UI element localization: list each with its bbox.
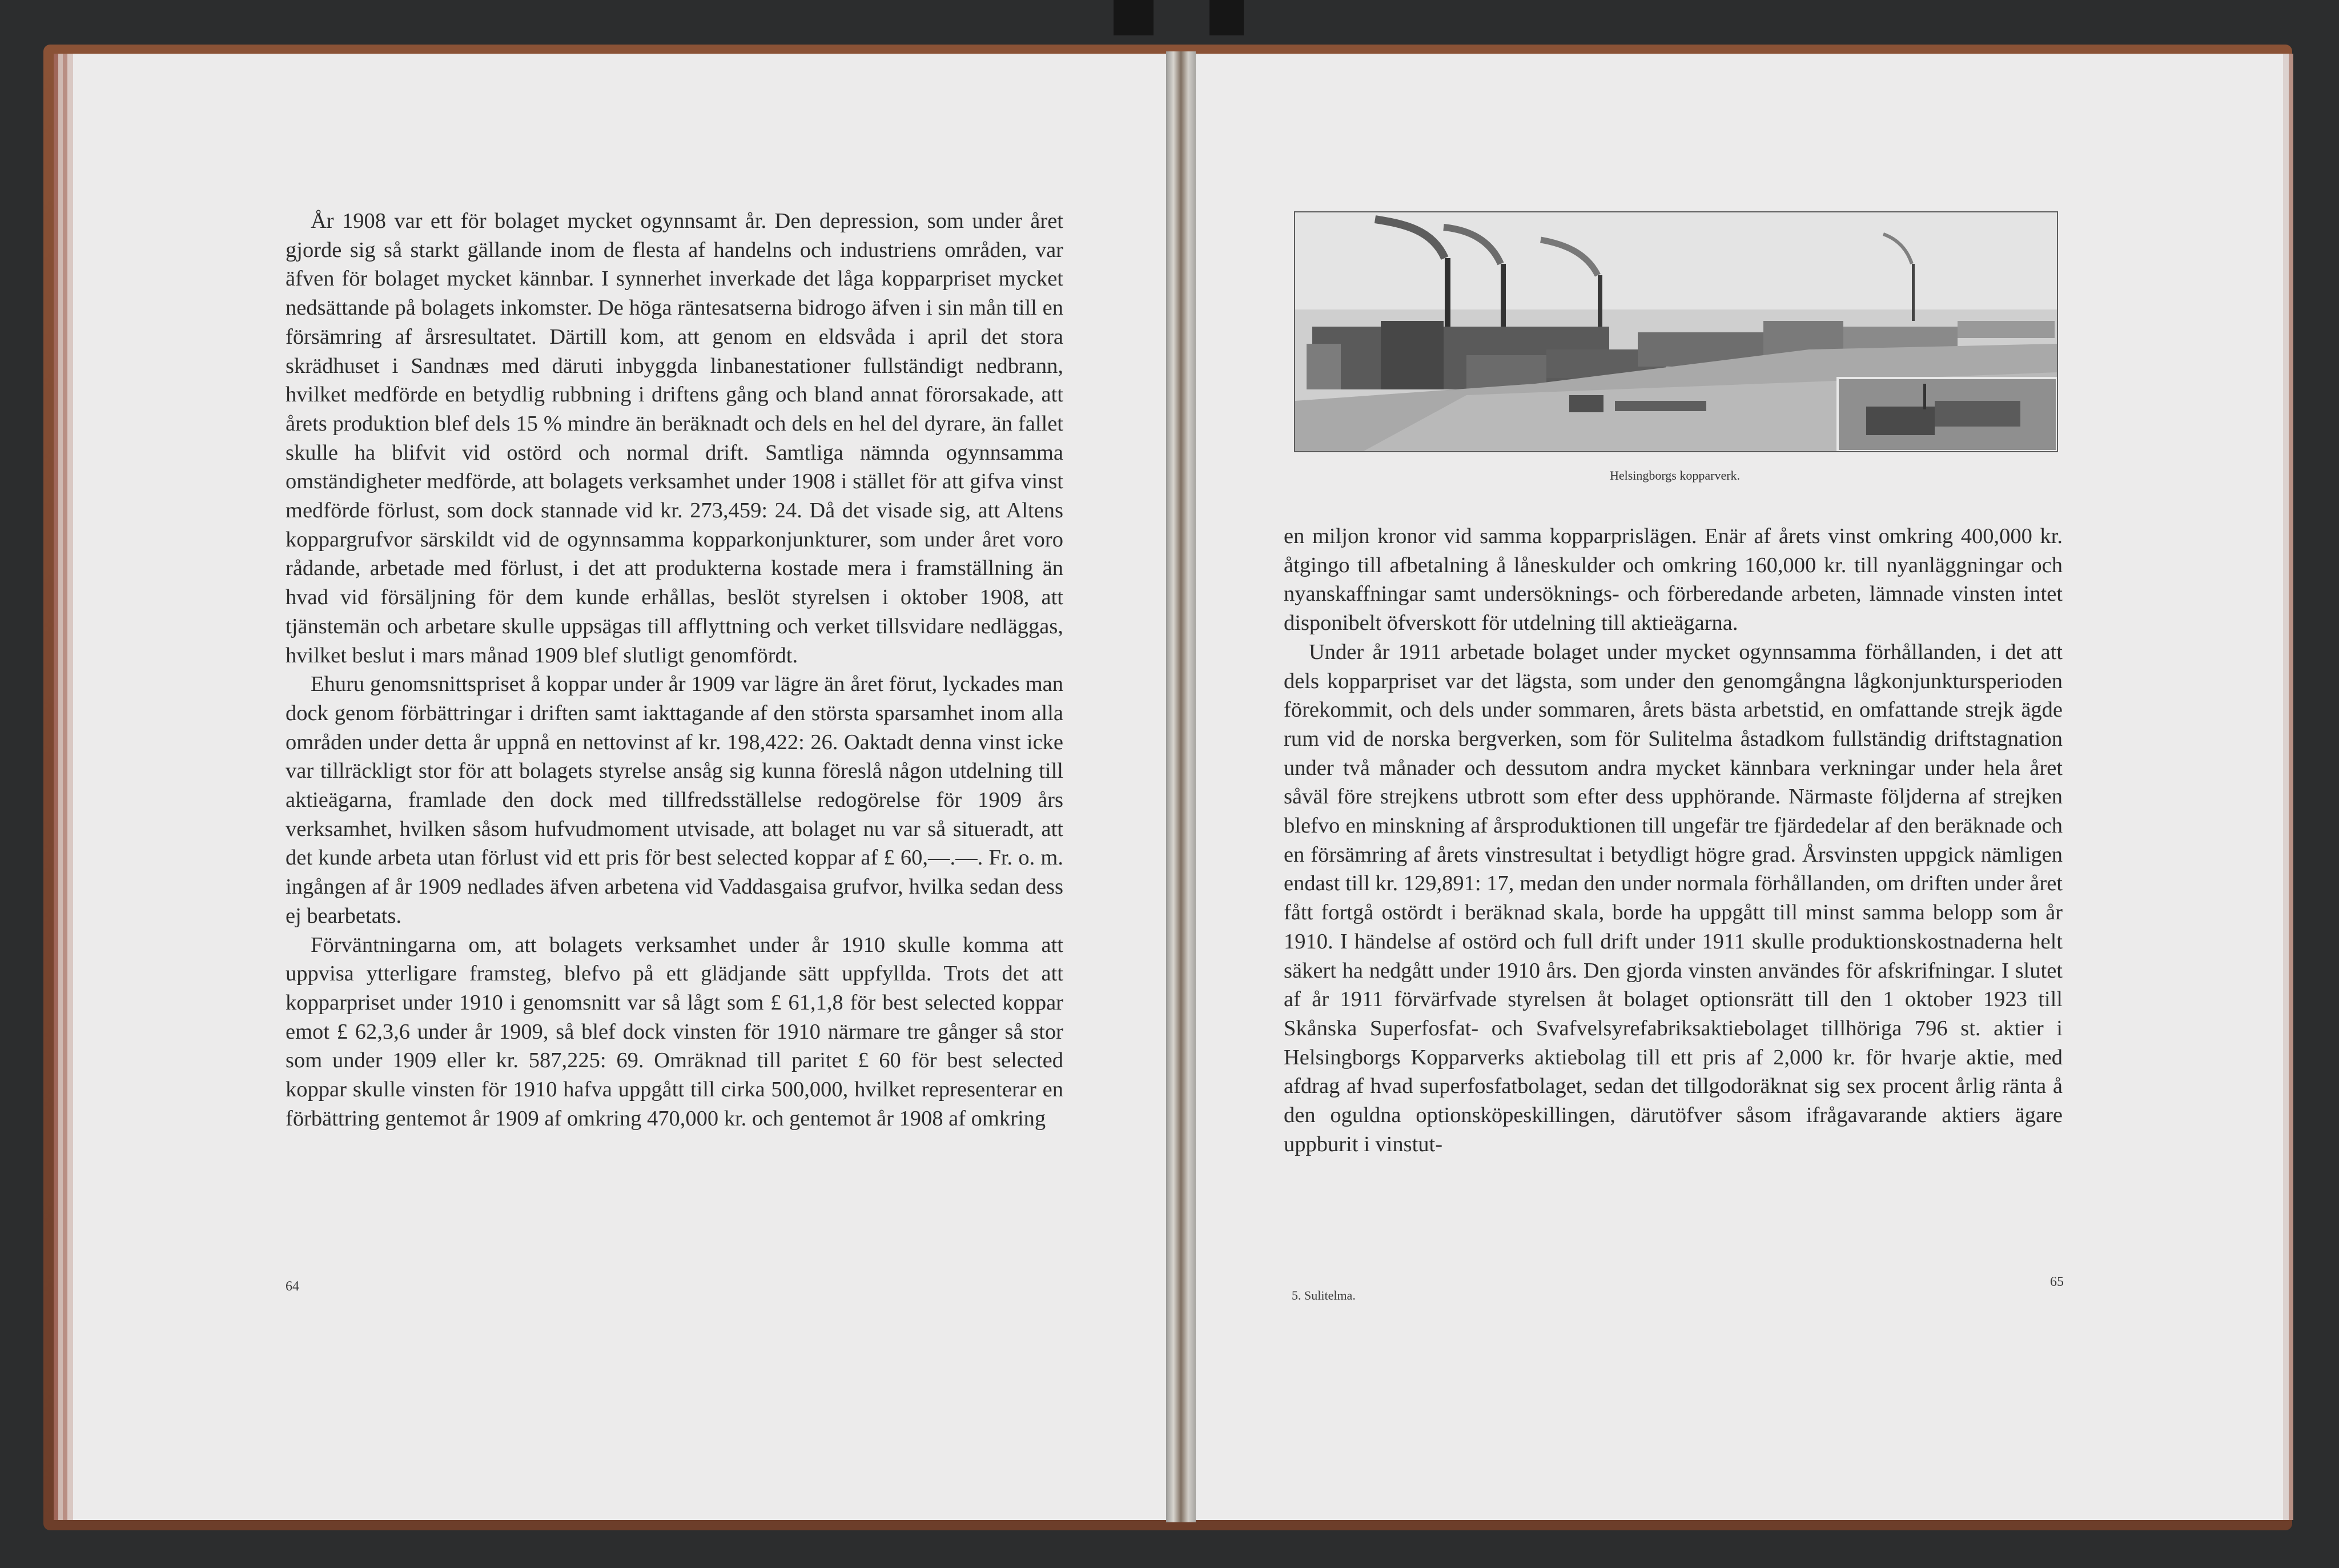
left-page-text: [286, 207, 1063, 1133]
left-paragraph-2: Ehuru genomsnittspriset å koppar under år 1909 var lägre än året förut, lyckades man dock genom förbättringar i driften samt iakttagande af den största sparsamhet inom alla områden under detta år uppnå en nettovinst af kr. 198,422: 26. Oaktadt denna vinst icke var tillräckligt stor för att bolagets styrelse ansåg sig kunna föreslå någon utdelning till aktieägarna, framlade den dock med tillfredsställelse redogörelse för 1909 års verksamhet, hvilken såsom hufvudmoment utvisade, att bolaget nu var så situeradt, att det kunde arbeta utan förlust vid ett pris för best selected koppar af £ 60,—.—. Fr. o. m. ingången af år 1909 nedlades äfven arbetena vid Vaddasgaisa grufvor, hvilka sedan dess ej bearbetats.: [286, 672, 1063, 928]
page-footnote: 5. Sulitelma.: [1292, 1288, 1356, 1302]
left-paragraph-3: Förväntningarna om, att bolagets verksamhet under år 1910 skulle komma att uppvisa ytterligare framsteg, blefvo på ett glädjande sätt uppfyllda. Trots det att kopparpriset under 1910 i genomsnitt var så lågt som £ 61,1,8 för best selected koppar emot £ 62,3,6 under år 1909, så blef dock vinsten för 1910 närmare tre gånger så stor som under 1909 eller kr. 587,225: 69. Omräknad till paritet £ 60 för best selected koppar skulle vinsten för 1910 hafva uppgått till cirka 500,000, hvilket representerar en förbättring gentemot år 1909 af omkring 470,000 kr. och gentemot år 1908 af omkring: [286, 932, 1063, 1131]
right-page-number: 65: [2050, 1274, 2064, 1289]
binding-strap-left: [1114, 0, 1154, 35]
photo-caption: Helsingborgs kopparverk.: [1609, 468, 1741, 483]
factory-illustration: [1295, 212, 2057, 451]
left-page-number: 64: [286, 1279, 299, 1294]
right-paragraph-2: Under år 1911 arbetade bolaget under mycket ogynnsamma förhållanden, i det att dels kopparpriset var det lägsta, som under den genomgångna lågkonjunktursperioden förekommit, och dels under sommaren, årets bästa arbetstid, en omfattande strejk ägde rum vid de norska bergverken, som för Sulitelma åstadkom fullständig driftstagnation under två månader och dessutom andra mycket kännbara verkningar under hela året såväl före strejkens utbrott som efter dess upphörande. Närmaste följderna af strejken blefvo en minskning af årsproduktionen till ungefär tre fjärdedelar af den beräknade och en försämring af årets vinstresultat i betydligt högre grad. Årsvinsten uppgick nämligen endast till kr. 129,891: 17, medan den under normala förhållanden, om driften under året fått fortgå ostördt i beräknad skala, borde ha uppgått till minst samma belopp som år 1910. I händelse af ostörd och full drift under 1911 skulle produktionskostnaderna helt säkert ha nedgått under 1910 års. Den gjorda vinsten användes för afskrifningar. I slutet af år 1911 förvärfvade styrelsen åt bolaget optionsrätt till den 1 oktober 1923 till Skånska Superfosfat- och Svafvelsyrefabriksaktiebolaget tillhöriga 796 st. aktier i Helsingborgs Kopparverks aktiebolag till ett pris af 2,000 kr. för hvarje aktie, med afdrag af hvad superfosfatbolaget, sedan det tillgodoräknat sig sex procent årlig ränta å den oguldna optionsköpeskillingen, därutöfver såsom ifrågavarande aktiers ägare uppburit i vinstut-: [1284, 640, 2063, 1156]
binding-strap-right: [1209, 0, 1244, 35]
right-page-text: [1284, 522, 2063, 1159]
left-paragraph-1: År 1908 var ett för bolaget mycket ogynnsamt år. Den depression, som under året gjorde sig så starkt gällande inom de flesta af handelns och industriens områden, var äfven för bolaget mycket kännbar. I synnerhet inverkade det låga kopparpriset mycket nedsättande på bolagets inkomster. De höga räntesatserna bidrogo äfven i sin mån till en försämring af årsresultatet. Därtill kom, att genom en eldsvåda i april det stora skrädhuset i Sandnæs med däruti inbyggda linbanestationer fullständigt nedbrann, hvilket medförde en betydlig rubbning i driftens gång och bland annat förorsakade, att årets produktion blef dels 15 % mindre än beräknadt och dels en hel del dyrare, än fallet skulle ha blifvit vid ostörd och normal drift. Samtliga nämnda ogynnsamma omständigheter medförde, att bolagets verksamhet under 1908 i stället för att gifva vinst medförde förlust, som dock stannade vid kr. 273,459: 24. Då det visade sig, att Altens koppargrufvor särskildt vid de ogynnsamma kopparkonjunkturer, som under året voro rådande, arbetade med förlust, i det att produkterna kostade mera i framställning än hvad vid försäljning för dem kunde erhållas, beslöt styrelsen i oktober 1908, att tjänstemän och arbetare skulle uppsägas till afflyttning och verket tillsvidare nedläggas, hvilket beslut i mars månad 1909 blef slutligt genomfördt.: [286, 209, 1063, 668]
book-gutter: [1166, 51, 1196, 1522]
right-paragraph-1: en miljon kronor vid samma kopparprislägen. Enär af årets vinst omkring 400,000 kr. åtgingo till afbetalning å låneskulder och omkring 160,000 kr. till nyanläggningar och nyanskaffningar samt undersöknings- och förberedande arbeten, lämnade vinsten intet disponibelt öfverskott för utdelning till aktieägarna.: [1284, 524, 2063, 636]
factory-photograph: [1294, 211, 2058, 452]
